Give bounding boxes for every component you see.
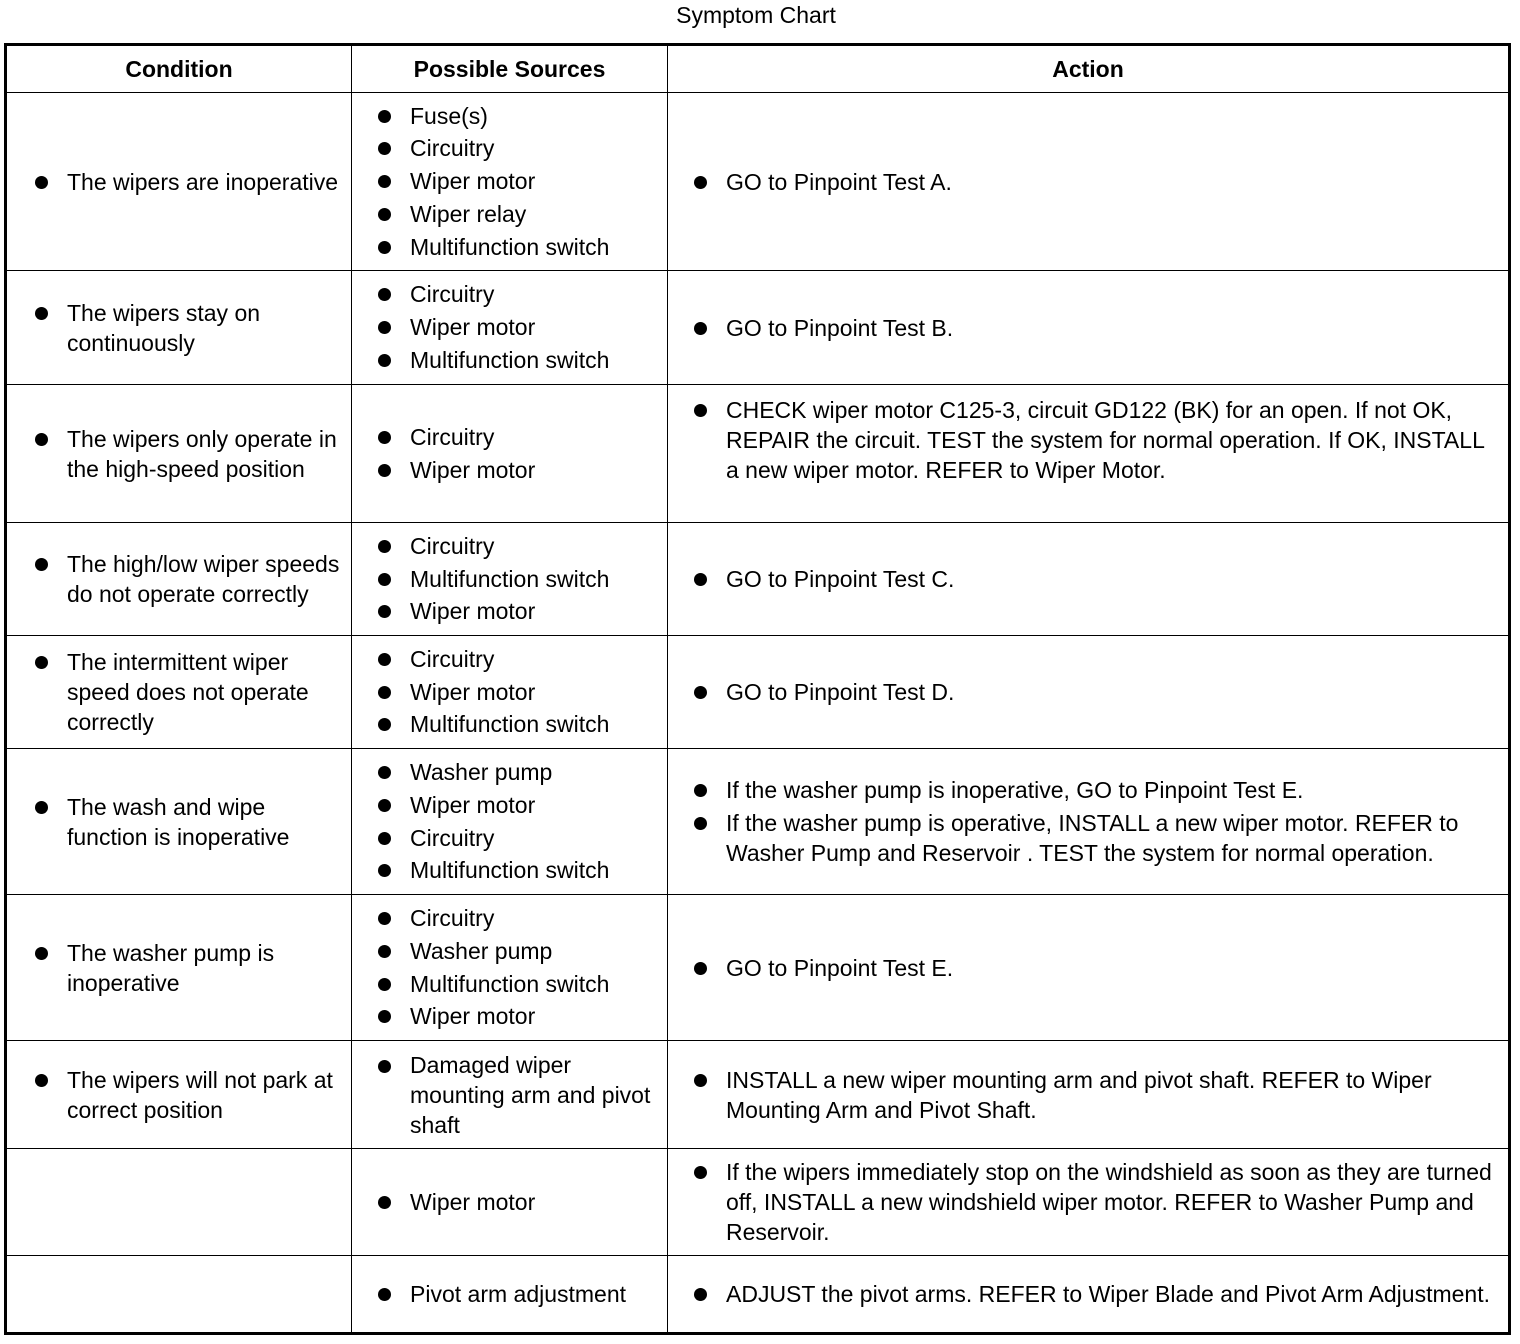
source-item: Multifunction switch (410, 968, 659, 1001)
action-cell (668, 895, 1510, 1041)
table-row (6, 271, 1510, 385)
condition-cell (6, 1149, 352, 1256)
action-item: GO to Pinpoint Test D. (726, 677, 1500, 707)
source-item: Wiper motor (410, 595, 659, 628)
source-item: Wiper relay (410, 198, 659, 231)
condition-cell (6, 895, 352, 1041)
sources-cell (352, 895, 668, 1041)
table-row (6, 895, 1510, 1041)
condition-text: The washer pump is inoperative (67, 938, 343, 998)
header-condition: Condition (6, 45, 352, 93)
sources-cell (352, 523, 668, 636)
condition-text: The wash and wipe function is inoperative (67, 792, 343, 852)
table-row (6, 636, 1510, 749)
sources-cell (352, 1256, 668, 1334)
sources-cell (352, 1041, 668, 1149)
action-cell (668, 636, 1510, 749)
table-row (6, 385, 1510, 523)
condition-cell (6, 636, 352, 749)
sources-cell (352, 93, 668, 271)
action-item: GO to Pinpoint Test A. (726, 167, 1500, 197)
symptom-table (4, 43, 1511, 1335)
condition-text: The wipers stay on continuously (67, 298, 343, 358)
source-item: Wiper motor (410, 676, 659, 709)
chart-title: Symptom Chart (676, 2, 836, 28)
source-item: Circuitry (410, 643, 659, 676)
table-row (6, 749, 1510, 895)
action-item: CHECK wiper motor C125-3, circuit GD122 (BK) for an open. If not OK, REPAIR the circuit. TEST the system for normal operation. If OK, INSTALL a new wiper motor. REFER to Wiper Motor. (726, 395, 1500, 485)
action-cell (668, 523, 1510, 636)
source-item: Fuse(s) (410, 100, 659, 133)
action-cell (668, 93, 1510, 271)
source-item: Circuitry (410, 822, 659, 855)
action-item: GO to Pinpoint Test B. (726, 313, 1500, 343)
condition-cell (6, 749, 352, 895)
condition-text: The wipers will not park at correct position (67, 1065, 343, 1125)
action-cell (668, 1256, 1510, 1334)
condition-cell (6, 1041, 352, 1149)
action-item: GO to Pinpoint Test E. (726, 953, 1500, 983)
source-item: Wiper motor (410, 1186, 659, 1219)
sources-cell (352, 1149, 668, 1256)
source-item: Multifunction switch (410, 563, 659, 596)
condition-cell (6, 523, 352, 636)
source-item: Wiper motor (410, 789, 659, 822)
source-item: Multifunction switch (410, 708, 659, 741)
condition-text: The high/low wiper speeds do not operate correctly (67, 549, 343, 609)
sources-cell (352, 749, 668, 895)
header-possible-sources: Possible Sources (352, 45, 668, 93)
action-item: GO to Pinpoint Test C. (726, 564, 1500, 594)
source-item: Washer pump (410, 935, 659, 968)
sources-cell (352, 271, 668, 385)
table-row (6, 1256, 1510, 1334)
source-item: Wiper motor (410, 311, 659, 344)
header-row (6, 45, 1510, 93)
action-cell (668, 385, 1510, 523)
action-item: If the washer pump is inoperative, GO to Pinpoint Test E. (726, 775, 1500, 805)
condition-cell (6, 385, 352, 523)
condition-text: The intermittent wiper speed does not operate correctly (67, 647, 343, 737)
action-item: INSTALL a new wiper mounting arm and pivot shaft. REFER to Wiper Mounting Arm and Pivot Shaft. (726, 1065, 1500, 1125)
table-row (6, 1149, 1510, 1256)
source-item: Circuitry (410, 132, 659, 165)
source-item: Washer pump (410, 756, 659, 789)
source-item: Wiper motor (410, 1000, 659, 1033)
source-item: Damaged wiper mounting arm and pivot shaft (410, 1050, 659, 1140)
source-item: Multifunction switch (410, 231, 659, 264)
source-item: Circuitry (410, 278, 659, 311)
action-item: If the wipers immediately stop on the windshield as soon as they are turned off, INSTALL a new windshield wiper motor. REFER to Washer Pump and Reservoir. (726, 1157, 1500, 1247)
action-cell (668, 749, 1510, 895)
condition-cell (6, 271, 352, 385)
table-row (6, 93, 1510, 271)
source-item: Wiper motor (410, 454, 659, 487)
condition-cell (6, 1256, 352, 1334)
source-item: Circuitry (410, 530, 659, 563)
header-action: Action (668, 45, 1510, 93)
action-item: ADJUST the pivot arms. REFER to Wiper Blade and Pivot Arm Adjustment. (726, 1279, 1500, 1309)
source-item: Circuitry (410, 421, 659, 454)
condition-cell (6, 93, 352, 271)
source-item: Multifunction switch (410, 344, 659, 377)
table-row (6, 1041, 1510, 1149)
sources-cell (352, 636, 668, 749)
condition-text: The wipers are inoperative (67, 167, 343, 197)
table-row (6, 523, 1510, 636)
source-item: Pivot arm adjustment (410, 1278, 659, 1311)
sources-cell (352, 385, 668, 523)
condition-text: The wipers only operate in the high-speed position (67, 424, 343, 484)
source-item: Circuitry (410, 902, 659, 935)
action-cell (668, 1041, 1510, 1149)
action-cell (668, 1149, 1510, 1256)
action-cell (668, 271, 1510, 385)
action-item: If the washer pump is operative, INSTALL a new wiper motor. REFER to Washer Pump and Reservoir . TEST the system for normal operation. (726, 808, 1500, 868)
source-item: Multifunction switch (410, 854, 659, 887)
source-item: Wiper motor (410, 165, 659, 198)
